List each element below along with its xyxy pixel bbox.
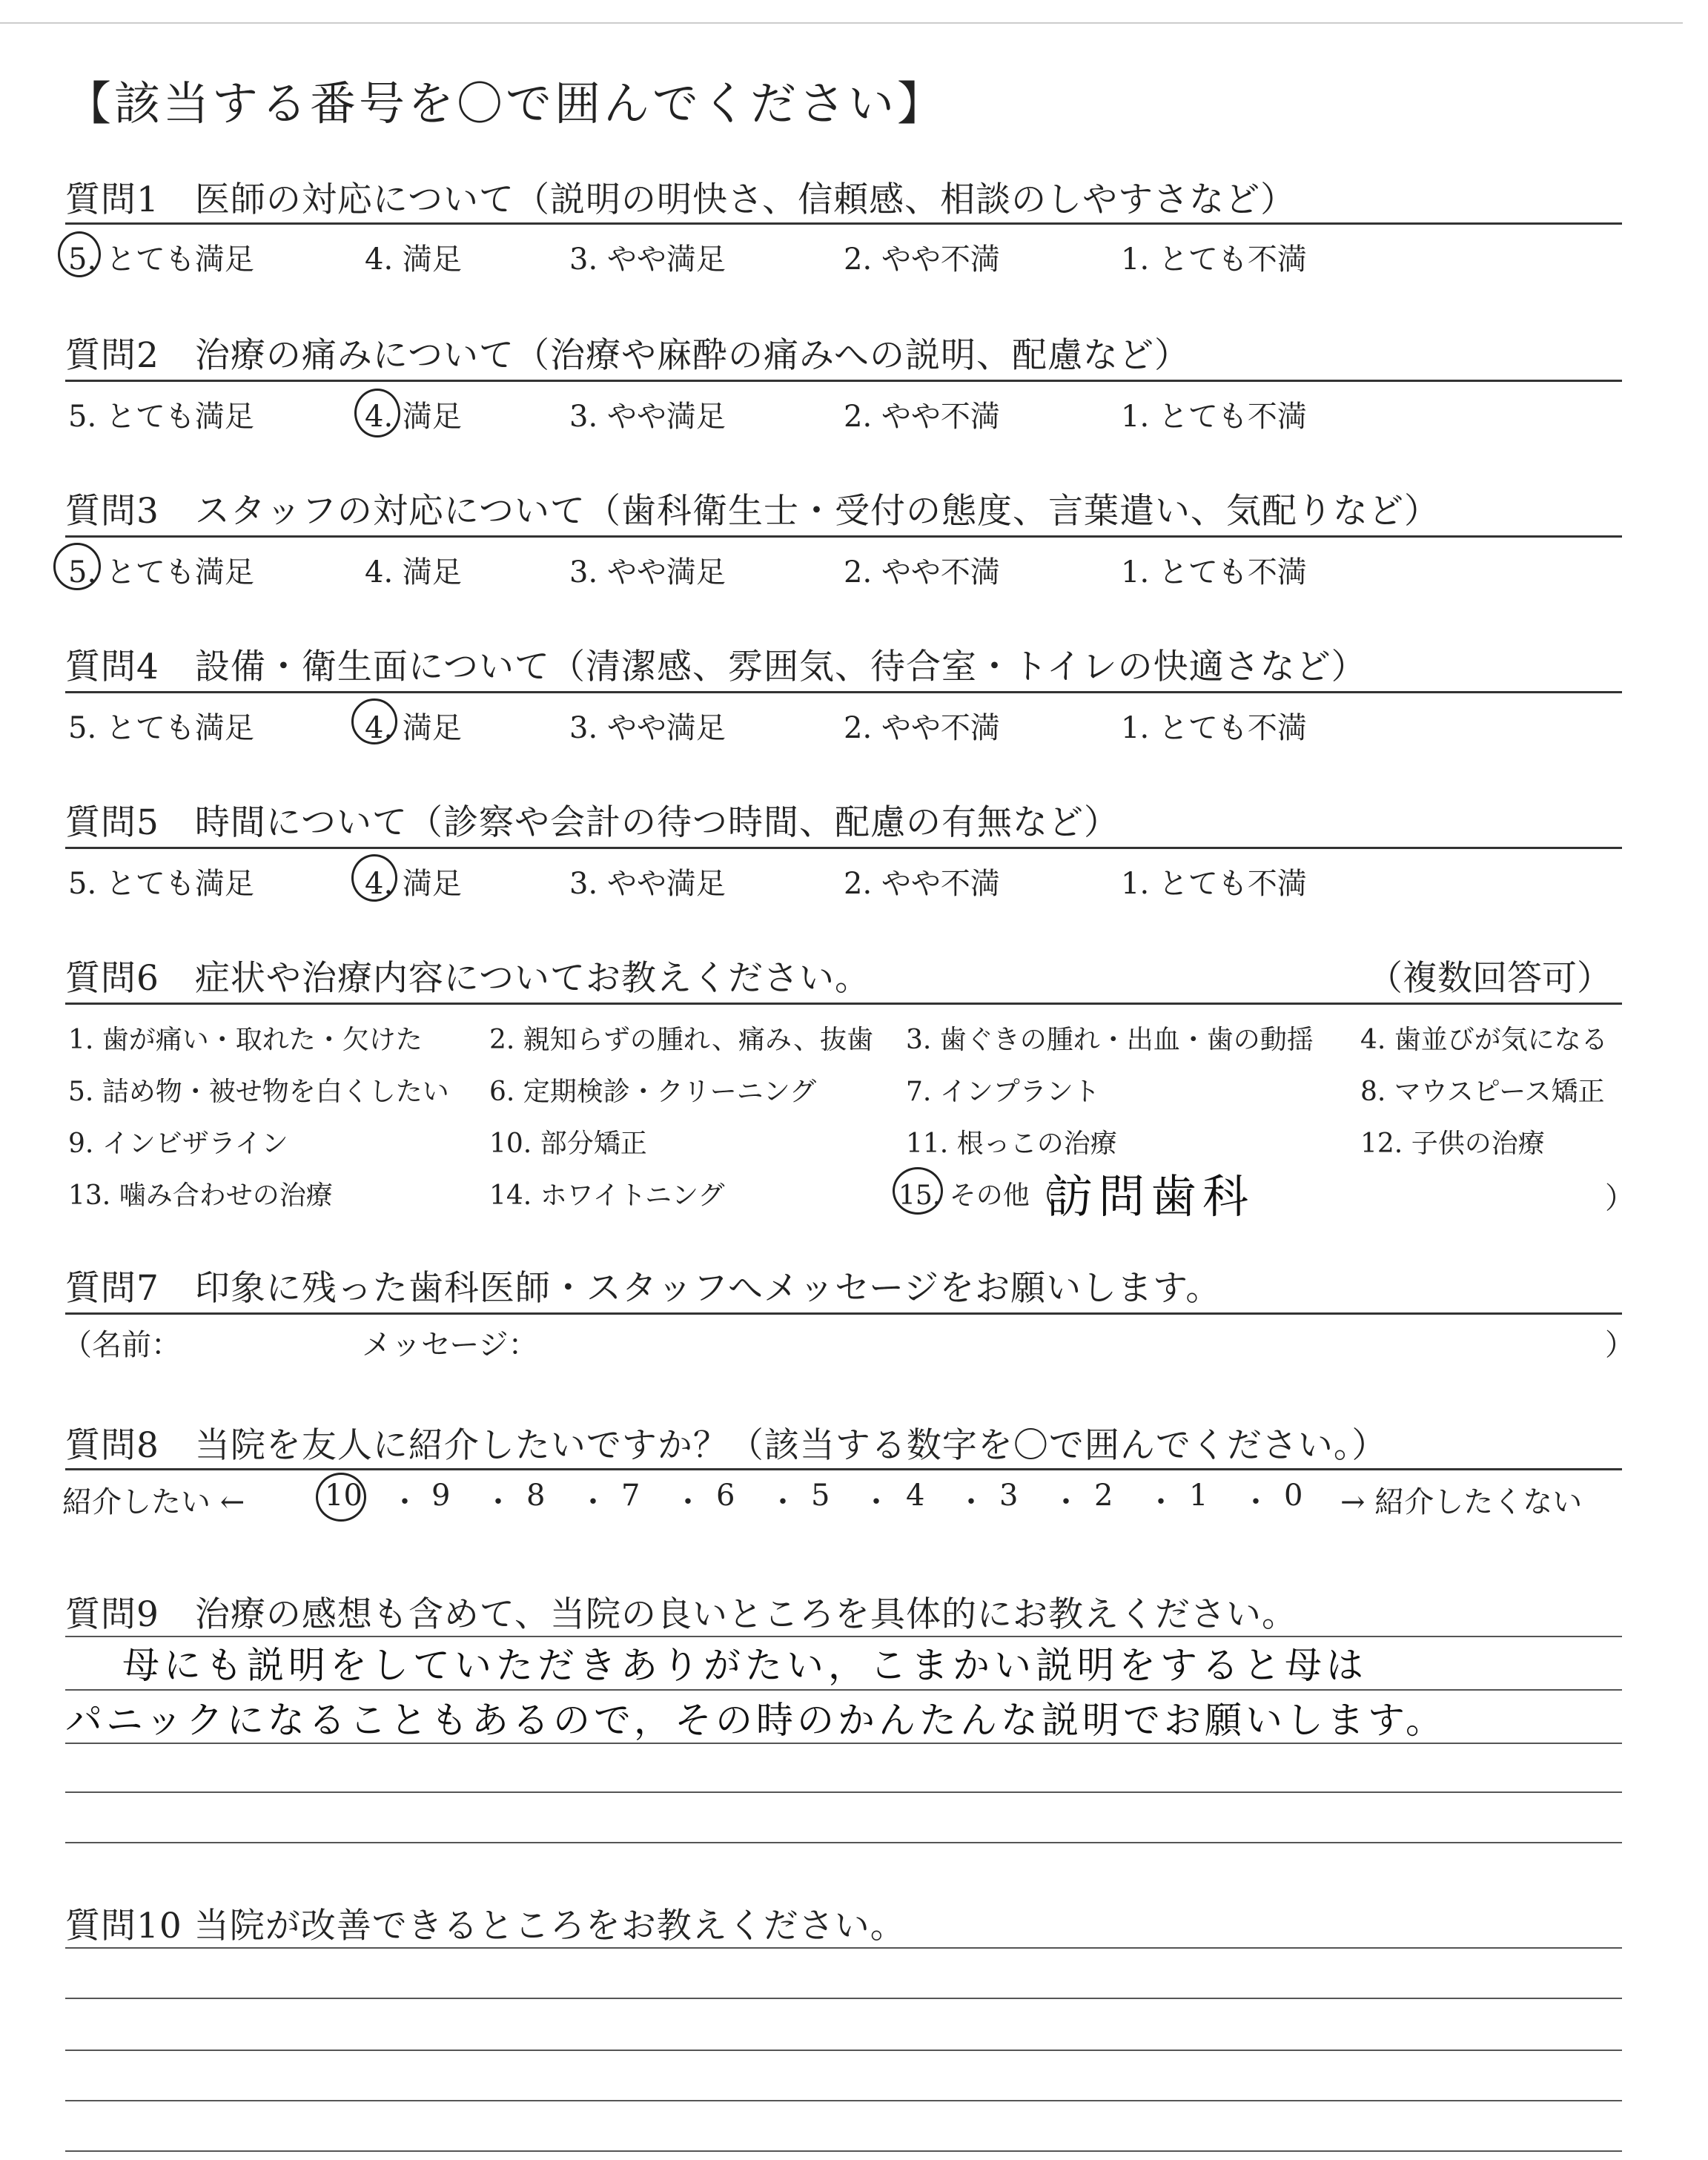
q10-heading: 質問10 当院が改善できるところをお教えください。 — [65, 1906, 906, 1946]
q3-option-5[interactable]: 5. とても満足 — [68, 555, 254, 589]
q2-option-1[interactable]: 1. とても不満 — [1121, 400, 1307, 434]
q10-line-1 — [65, 1947, 1622, 1949]
q8-score-6[interactable]: 6 — [716, 1479, 735, 1513]
q2-option-2[interactable]: 2. やや不満 — [844, 400, 1000, 434]
q6-option-3[interactable]: 3. 歯ぐきの腫れ・出血・歯の動揺 — [906, 1025, 1314, 1055]
q9-line-5 — [65, 1842, 1622, 1843]
q8-score-0[interactable]: 0 — [1284, 1479, 1303, 1513]
q6-option-8[interactable]: 8. マウスピース矯正 — [1360, 1077, 1605, 1107]
q8-separator: ・ — [768, 1485, 798, 1519]
q8-separator: ・ — [673, 1485, 703, 1519]
q10-line-5 — [65, 2150, 1622, 2152]
q2-option-4[interactable]: 4. 満足 — [365, 400, 462, 434]
q3-heading: 質問3 スタッフの対応について（歯科衛生士・受付の態度、言葉遣い、気配りなど） — [65, 491, 1440, 532]
q6-rule — [65, 1003, 1622, 1005]
q4-selection-circle — [351, 698, 397, 744]
q7-rule — [65, 1312, 1622, 1315]
q8-score-3[interactable]: 3 — [999, 1479, 1019, 1513]
q5-heading: 質問5 時間について（診察や会計の待つ時間、配慮の有無など） — [65, 802, 1119, 843]
q2-rule — [65, 380, 1622, 382]
q8-separator: ・ — [861, 1485, 891, 1519]
q5-option-2[interactable]: 2. やや不満 — [844, 867, 1000, 901]
q6-other-close-paren: ） — [1605, 1181, 1635, 1215]
q9-line-4 — [65, 1791, 1622, 1793]
q5-rule — [65, 847, 1622, 849]
q8-left-label: 紹介したい ← — [62, 1485, 245, 1519]
q9-answer-line-2[interactable]: パニックになることもあるので，その時のかんたんな説明でお願いします。 — [65, 1699, 1446, 1742]
q8-heading: 質問8 当院を友人に紹介したいですか？（該当する数字を〇で囲んでください。） — [65, 1425, 1388, 1466]
q4-option-3[interactable]: 3. やや満足 — [569, 711, 726, 745]
q6-option-15[interactable]: 15. その他（ — [898, 1180, 1056, 1211]
q8-separator: ・ — [1146, 1485, 1176, 1519]
q8-rule — [65, 1468, 1622, 1470]
q1-option-3[interactable]: 3. やや満足 — [569, 242, 726, 277]
q6-option-11[interactable]: 11. 根っこの治療 — [906, 1129, 1117, 1159]
q1-selection-circle — [58, 231, 101, 277]
q6-option-2[interactable]: 2. 親知らずの腫れ、痛み、抜歯 — [489, 1025, 874, 1055]
q6-multiple-note: （複数回答可） — [1368, 958, 1612, 999]
q1-option-1[interactable]: 1. とても不満 — [1121, 242, 1307, 277]
q3-option-4[interactable]: 4. 満足 — [365, 555, 462, 589]
q6-other-answer[interactable]: 訪問歯科 — [1047, 1169, 1255, 1223]
q3-option-2[interactable]: 2. やや不満 — [844, 555, 1000, 589]
q8-score-1[interactable]: 1 — [1189, 1479, 1208, 1513]
q5-option-1[interactable]: 1. とても不満 — [1121, 867, 1307, 901]
q6-option-7[interactable]: 7. インプラント — [906, 1077, 1100, 1107]
q10-line-3 — [65, 2050, 1622, 2051]
q1-rule — [65, 222, 1622, 225]
q5-option-4[interactable]: 4. 満足 — [365, 867, 462, 901]
q6-option-13[interactable]: 13. 噛み合わせの治療 — [68, 1180, 333, 1211]
q8-score-4[interactable]: 4 — [906, 1479, 925, 1513]
q4-rule — [65, 691, 1622, 693]
q6-option-12[interactable]: 12. 子供の治療 — [1360, 1129, 1545, 1159]
form-title: 【該当する番号を〇で囲んでください】 — [65, 76, 947, 131]
q4-option-5[interactable]: 5. とても満足 — [68, 711, 254, 745]
q8-separator: ・ — [390, 1485, 420, 1519]
q6-option-6[interactable]: 6. 定期検診・クリーニング — [489, 1077, 817, 1107]
q4-option-1[interactable]: 1. とても不満 — [1121, 711, 1307, 745]
q8-separator: ・ — [578, 1485, 608, 1519]
q7-name-label: （名前： — [62, 1328, 181, 1362]
q8-separator: ・ — [1241, 1485, 1271, 1519]
q2-option-5[interactable]: 5. とても満足 — [68, 400, 254, 434]
q8-score-5[interactable]: 5 — [811, 1479, 830, 1513]
q3-option-1[interactable]: 1. とても不満 — [1121, 555, 1307, 589]
q3-rule — [65, 535, 1622, 538]
q3-option-3[interactable]: 3. やや満足 — [569, 555, 726, 589]
q6-option-1[interactable]: 1. 歯が痛い・取れた・欠けた — [68, 1025, 423, 1055]
q5-option-3[interactable]: 3. やや満足 — [569, 867, 726, 901]
q8-score-7[interactable]: 7 — [621, 1479, 640, 1513]
q8-score-9[interactable]: 9 — [431, 1479, 451, 1513]
q5-selection-circle — [351, 854, 397, 902]
q8-right-label: → 紹介したくない — [1340, 1485, 1583, 1519]
q10-line-2 — [65, 1998, 1622, 1999]
q6-option-4[interactable]: 4. 歯並びが気になる — [1360, 1025, 1608, 1055]
q8-score-8[interactable]: 8 — [526, 1479, 546, 1513]
q10-line-4 — [65, 2100, 1622, 2101]
top-edge-line — [0, 22, 1683, 24]
q7-message-label: メッセージ： — [362, 1328, 538, 1362]
q8-separator: ・ — [1051, 1485, 1081, 1519]
q4-option-4[interactable]: 4. 満足 — [365, 711, 462, 745]
q8-separator: ・ — [956, 1485, 986, 1519]
q8-score-10[interactable]: 10 — [325, 1479, 363, 1513]
q2-option-3[interactable]: 3. やや満足 — [569, 400, 726, 434]
q1-option-2[interactable]: 2. やや不満 — [844, 242, 1000, 277]
q4-option-2[interactable]: 2. やや不満 — [844, 711, 1000, 745]
q9-line-3 — [65, 1743, 1622, 1744]
q7-close-paren: ） — [1605, 1328, 1635, 1362]
q8-separator: ・ — [483, 1485, 513, 1519]
q1-heading: 質問1 医師の対応について（説明の明快さ、信頼感、相談のしやすさなど） — [65, 179, 1297, 220]
q6-selection-circle — [893, 1167, 943, 1215]
q9-heading: 質問9 治療の感想も含めて、当院の良いところを具体的にお教えください。 — [65, 1594, 1297, 1635]
q9-answer-line-1[interactable]: 母にも説明をしていただきありがたい，こまかい説明をすると母は — [122, 1644, 1368, 1687]
q8-score-2[interactable]: 2 — [1094, 1479, 1113, 1513]
q1-option-4[interactable]: 4. 満足 — [365, 242, 462, 277]
q3-selection-circle — [53, 543, 101, 590]
q6-option-9[interactable]: 9. インビザライン — [68, 1129, 288, 1159]
q7-heading: 質問7 印象に残った歯科医師・スタッフへメッセージをお願いします。 — [65, 1268, 1222, 1309]
q2-selection-circle — [354, 389, 400, 437]
q6-heading: 質問6 症状や治療内容についてお教えください。 — [65, 958, 870, 999]
q2-heading: 質問2 治療の痛みについて（治療や麻酔の痛みへの説明、配慮など） — [65, 335, 1191, 376]
q6-option-5[interactable]: 5. 詰め物・被せ物を白くしたい — [68, 1077, 449, 1107]
q6-option-14[interactable]: 14. ホワイトニング — [489, 1180, 725, 1211]
q8-selection-circle — [316, 1473, 366, 1522]
q4-heading: 質問4 設備・衛生面について（清潔感、雰囲気、待合室・トイレの快適さなど） — [65, 647, 1367, 687]
q5-option-5[interactable]: 5. とても満足 — [68, 867, 254, 901]
q1-option-5[interactable]: 5. とても満足 — [68, 242, 254, 277]
q6-option-10[interactable]: 10. 部分矯正 — [489, 1129, 647, 1159]
